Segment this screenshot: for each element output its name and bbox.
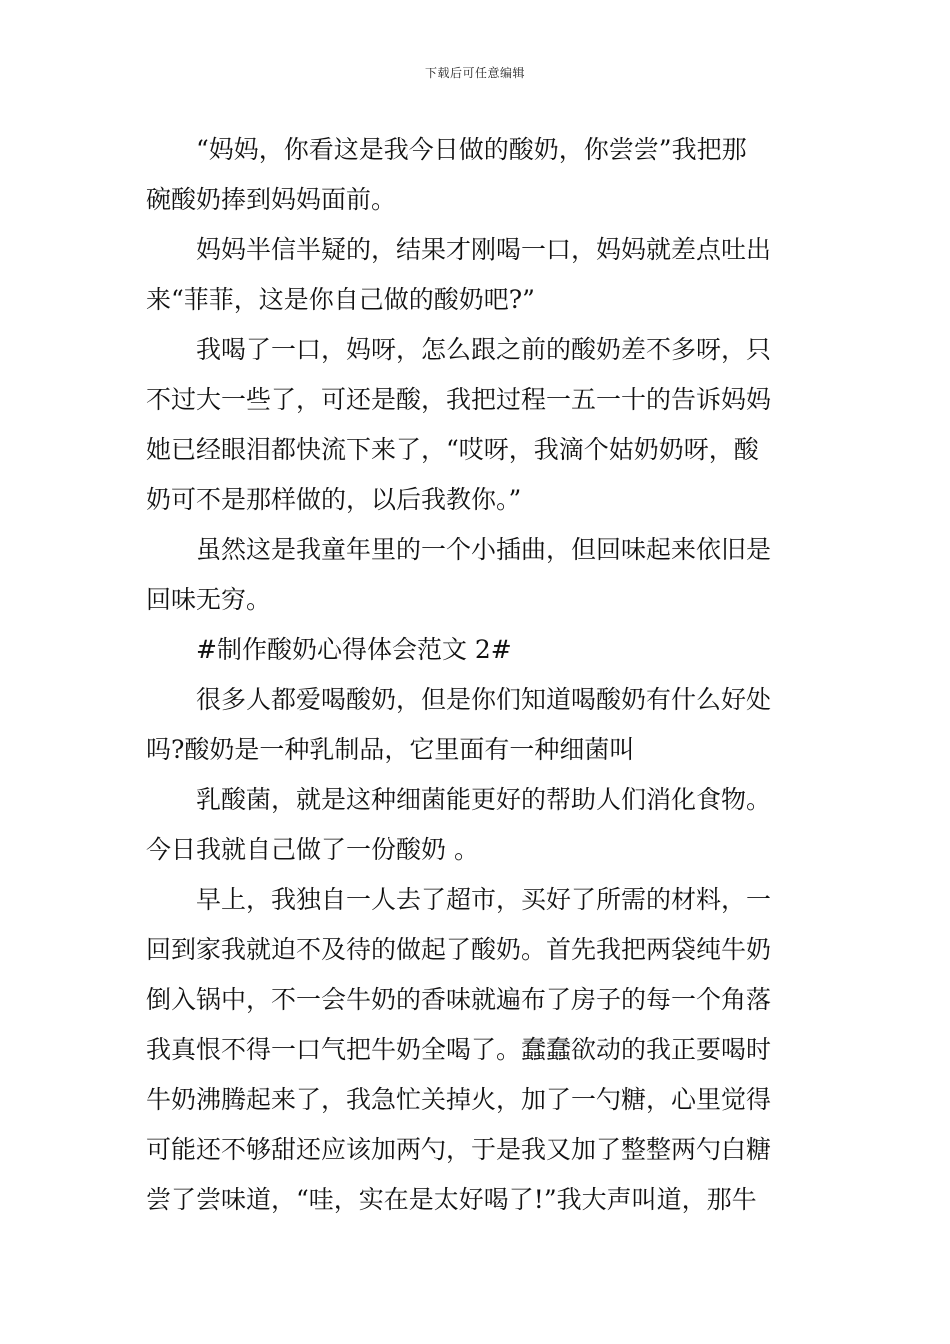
text-line: 可能还不够甜还应该加两勺，于是我又加了整整两勺白糖 — [146, 1135, 772, 1164]
text-line: 我真恨不得一口气把牛奶全喝了。蠢蠢欲动的我正要喝时 — [146, 1035, 772, 1064]
text-line: 尝了尝味道，“哇，实在是太好喝了!”我大声叫道，那牛 — [146, 1185, 757, 1214]
text-line: 早上，我独自一人去了超市，买好了所需的材料，一 — [196, 885, 772, 914]
text-line: 碗酸奶捧到妈妈面前。 — [146, 185, 397, 214]
text-line: 吗?酸奶是一种乳制品，它里面有一种细菌叫 — [146, 735, 635, 764]
text-line: 她已经眼泪都快流下来了，“哎呀，我滴个姑奶奶呀，酸 — [146, 435, 759, 464]
text-line: 虽然这是我童年里的一个小插曲，但回味起来依旧是 — [196, 535, 772, 564]
text-line: 不过大一些了，可还是酸，我把过程一五一十的告诉妈妈 — [146, 385, 772, 414]
text-line: 来“菲菲，这是你自己做的酸奶吧?” — [146, 285, 535, 314]
text-line: 回到家我就迫不及待的做起了酸奶。首先我把两袋纯牛奶 — [146, 935, 772, 964]
text-line: 乳酸菌，就是这种细菌能更好的帮助人们消化食物。 — [196, 785, 772, 814]
text-line: “妈妈，你看这是我今日做的酸奶，你尝尝”我把那 — [196, 135, 747, 164]
text-line: 今日我就自己做了一份酸奶 。 — [146, 835, 479, 864]
text-line: 回味无穷。 — [146, 585, 272, 614]
section-heading: #制作酸奶心得体会范文 2# — [196, 635, 512, 664]
text-line: 很多人都爱喝酸奶，但是你们知道喝酸奶有什么好处 — [196, 685, 772, 714]
text-line: 倒入锅中，不一会牛奶的香味就遍布了房子的每一个角落 — [146, 985, 772, 1014]
text-line: 我喝了一口，妈呀，怎么跟之前的酸奶差不多呀，只 — [196, 335, 772, 364]
document-body — [146, 125, 806, 1225]
header-note: 下载后可任意编辑 — [424, 66, 525, 80]
text-line: 奶可不是那样做的，以后我教你。” — [146, 485, 522, 514]
text-line: 牛奶沸腾起来了，我急忙关掉火，加了一勺糖，心里觉得 — [146, 1085, 772, 1114]
text-line: 妈妈半信半疑的，结果才刚喝一口，妈妈就差点吐出 — [196, 235, 772, 264]
